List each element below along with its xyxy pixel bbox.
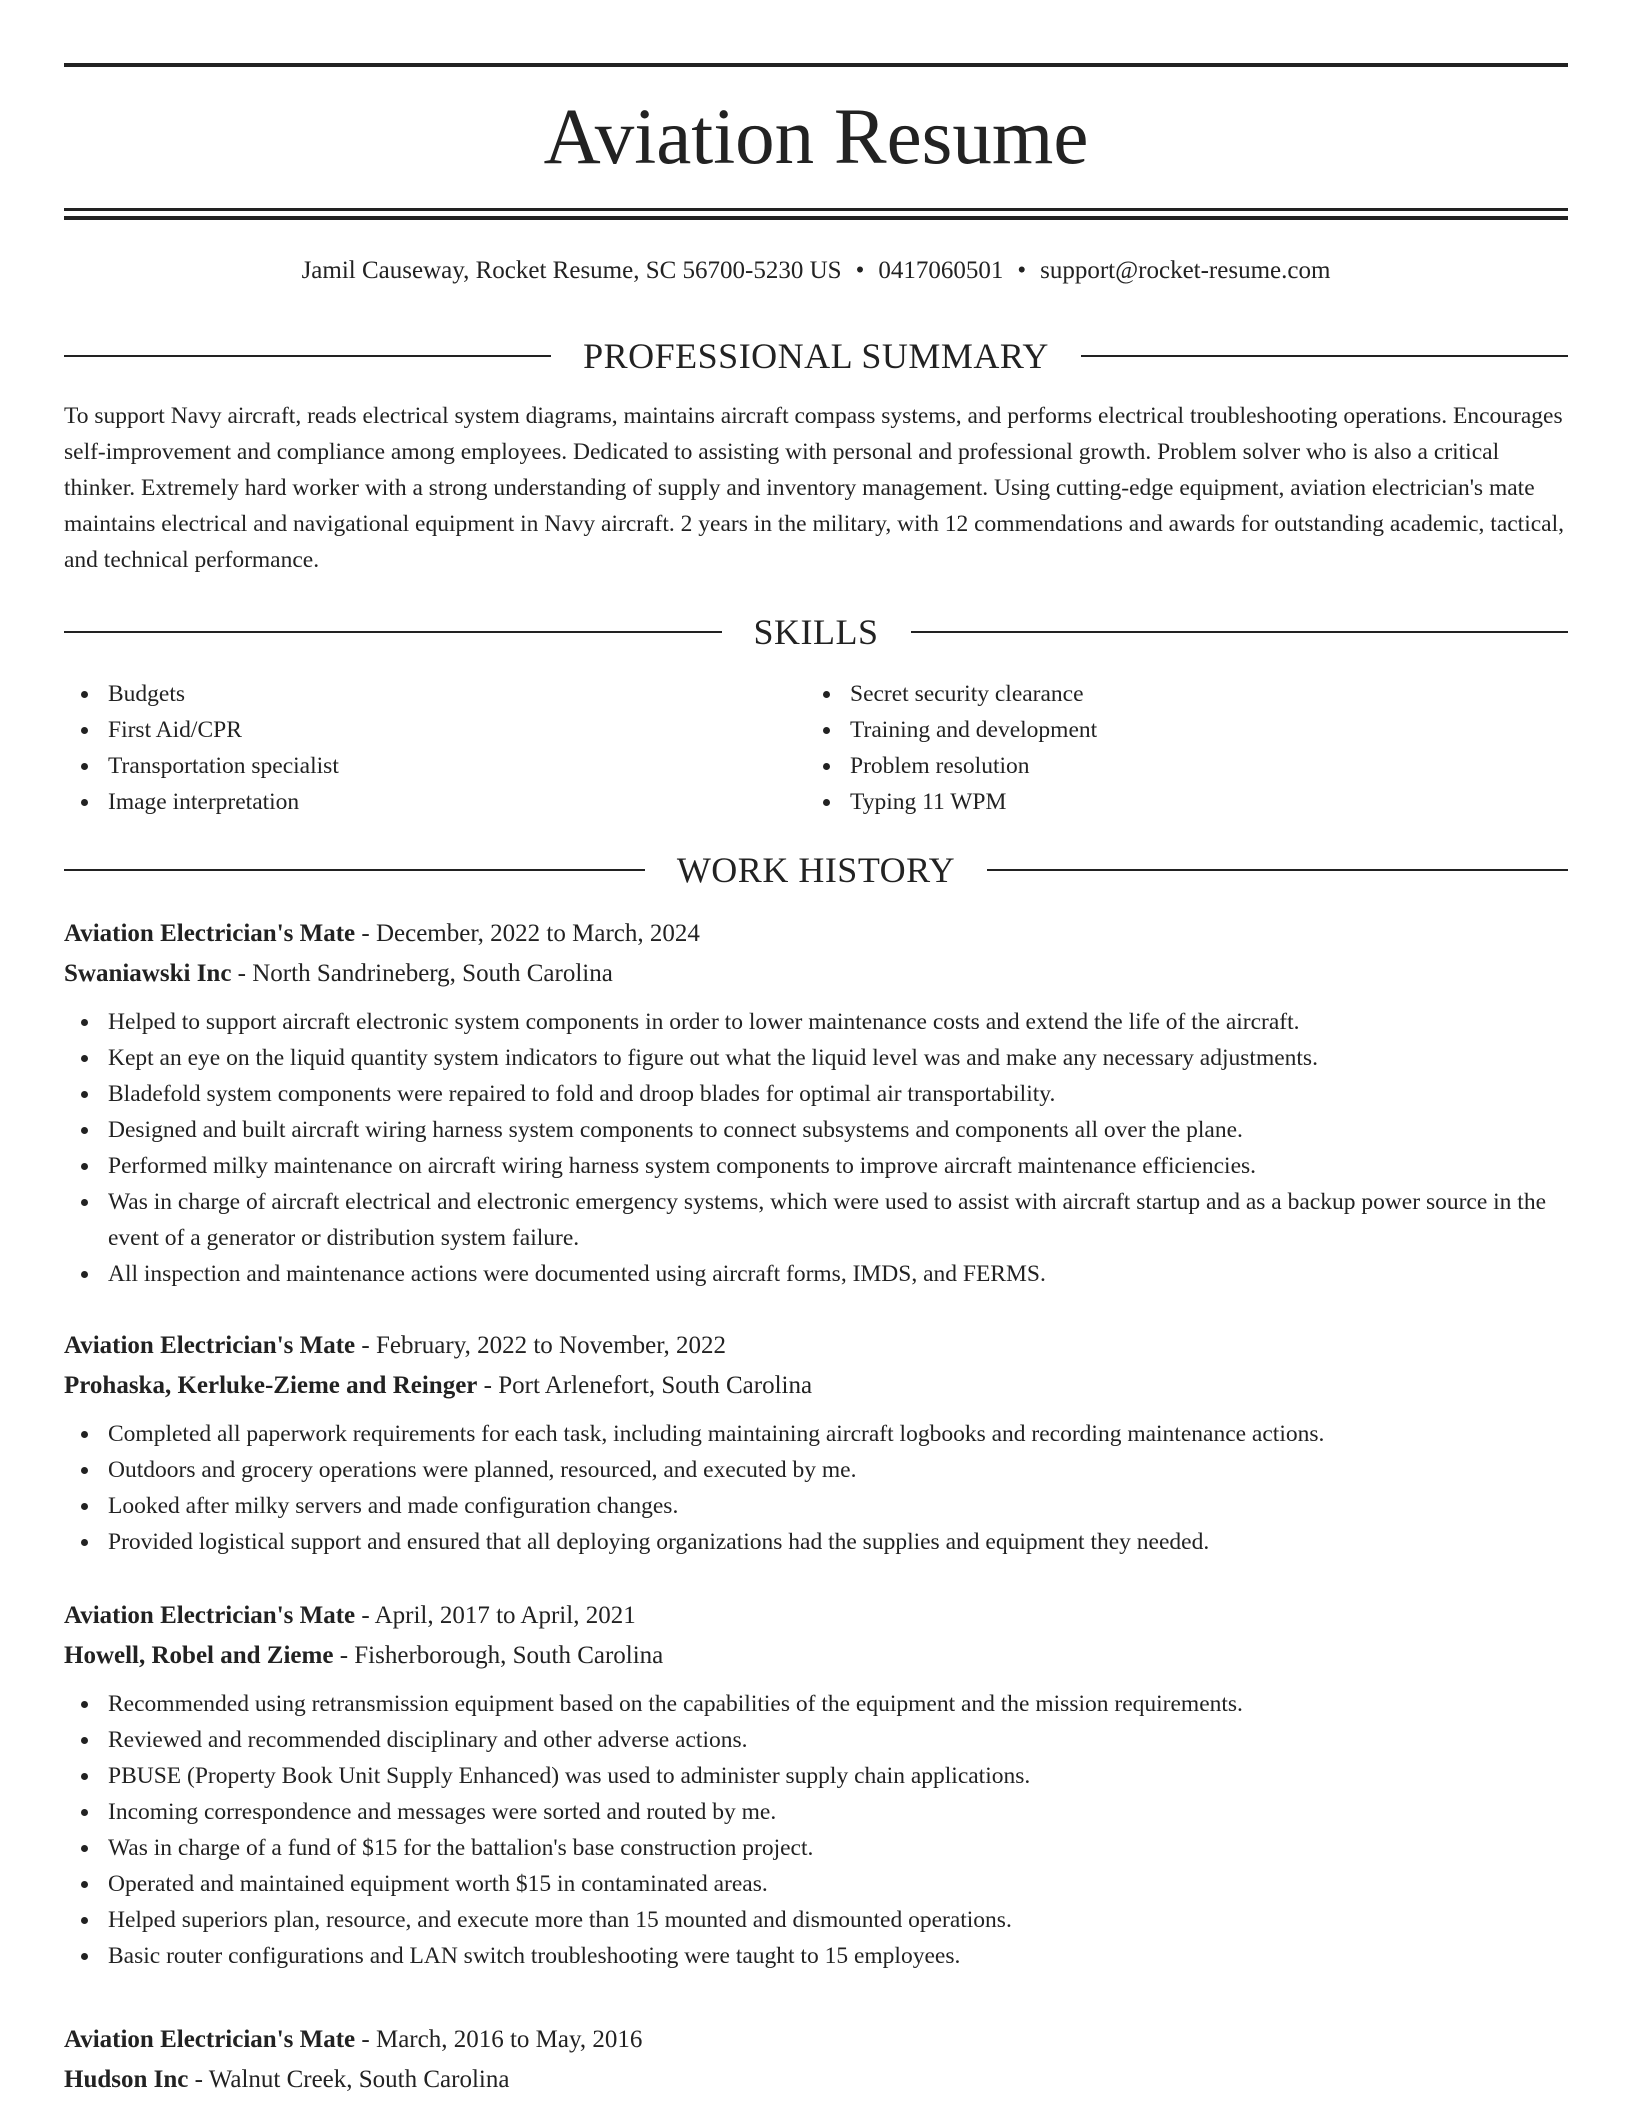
job-title: Aviation Electrician's Mate — [64, 2026, 356, 2053]
job-dates: February, 2022 to November, 2022 — [375, 1332, 727, 1359]
title-rule-lower — [64, 216, 1568, 220]
job-entry — [64, 1596, 1568, 1974]
job-dates: December, 2022 to March, 2024 — [375, 920, 700, 947]
job-location: Fisherborough, South Carolina — [354, 1642, 664, 1669]
job-bullet: Looked after milky servers and made configuration changes. — [64, 1488, 1568, 1524]
job-bullets — [64, 1686, 1568, 1974]
summary-heading-label: PROFESSIONAL SUMMARY — [583, 336, 1049, 376]
job-company-line — [64, 2060, 1568, 2100]
contact-separator: • — [1017, 257, 1027, 284]
job-dash: - — [188, 2066, 209, 2093]
job-dash: - — [477, 1372, 499, 1399]
job-title-line — [64, 914, 1568, 954]
job-dash: - — [355, 2026, 376, 2053]
job-bullet: Performed milky maintenance on aircraft wiring harness system components to improve aircraft maintenance efficiencies. — [64, 1148, 1568, 1184]
summary-heading — [64, 334, 1568, 378]
job-bullet: Was in charge of aircraft electrical and electronic emergency systems, which were used to assist with aircraft startup and as a backup power source in the event of a generator or distribution system failure. — [64, 1184, 1568, 1256]
job-dash: - — [333, 1642, 355, 1669]
work-history-heading-label: WORK HISTORY — [676, 850, 956, 890]
job-location: North Sandrineberg, South Carolina — [252, 960, 613, 987]
job-title: Aviation Electrician's Mate — [64, 1602, 356, 1629]
job-dash: - — [355, 920, 376, 947]
job-bullet: Provided logistical support and ensured that all deploying organizations had the supplies and equipment they needed. — [64, 1524, 1568, 1560]
job-bullet: Designed and built aircraft wiring harness system components to connect subsystems and components all over the plane. — [64, 1112, 1568, 1148]
heading-rule-left — [64, 355, 551, 357]
top-rule — [64, 63, 1568, 67]
contact-line — [64, 254, 1568, 288]
job-title: Aviation Electrician's Mate — [64, 1332, 356, 1359]
heading-rule-right — [1081, 355, 1568, 357]
heading-rule-right — [911, 631, 1569, 633]
contact-address: Jamil Causeway, Rocket Resume, SC 56700-5230 US — [301, 257, 842, 284]
job-title: Aviation Electrician's Mate — [64, 920, 356, 947]
contact-email[interactable]: support@rocket-resume.com — [1040, 257, 1331, 284]
job-bullet: Was in charge of a fund of $15 for the battalion's base construction project. — [64, 1830, 1568, 1866]
skill-item: Training and development — [806, 712, 1548, 748]
job-bullet: All inspection and maintenance actions were documented using aircraft forms, IMDS, and FERMS. — [64, 1256, 1568, 1292]
job-dates: March, 2016 to May, 2016 — [375, 2026, 643, 2053]
skill-item: First Aid/CPR — [64, 712, 806, 748]
skill-item: Typing 11 WPM — [806, 784, 1548, 820]
skills-right-column — [806, 676, 1548, 820]
job-title-line — [64, 1596, 1568, 1636]
job-entry — [64, 2020, 1568, 2100]
job-bullets — [64, 1416, 1568, 1560]
job-bullet: Kept an eye on the liquid quantity system indicators to figure out what the liquid level was and make any necessary adjustments. — [64, 1040, 1568, 1076]
job-company-line — [64, 1636, 1568, 1676]
job-entry — [64, 914, 1568, 1292]
skills-columns — [64, 676, 1568, 820]
job-company-line — [64, 954, 1568, 994]
skill-item: Secret security clearance — [806, 676, 1548, 712]
job-dates: April, 2017 to April, 2021 — [374, 1602, 636, 1629]
job-title-line — [64, 1326, 1568, 1366]
job-bullet: Helped to support aircraft electronic system components in order to lower maintenance costs and extend the life of the aircraft. — [64, 1004, 1568, 1040]
job-company: Swaniawski Inc — [64, 960, 232, 987]
skills-heading — [64, 610, 1568, 654]
job-bullet: Reviewed and recommended disciplinary and other adverse actions. — [64, 1722, 1568, 1758]
job-company-line — [64, 1366, 1568, 1406]
job-bullet: PBUSE (Property Book Unit Supply Enhanced) was used to administer supply chain applications. — [64, 1758, 1568, 1794]
job-company: Howell, Robel and Zieme — [64, 1642, 334, 1669]
skills-left-column — [64, 676, 806, 820]
job-bullet: Incoming correspondence and messages were sorted and routed by me. — [64, 1794, 1568, 1830]
contact-phone: 0417060501 — [878, 257, 1004, 284]
skill-item: Problem resolution — [806, 748, 1548, 784]
job-dash: - — [355, 1332, 376, 1359]
job-bullet: Bladefold system components were repaired to fold and droop blades for optimal air transportability. — [64, 1076, 1568, 1112]
title-rule-upper — [64, 208, 1568, 211]
heading-rule-right — [987, 869, 1568, 871]
skill-item: Budgets — [64, 676, 806, 712]
resume-title: Aviation Resume — [543, 94, 1089, 181]
job-bullet: Basic router configurations and LAN switch troubleshooting were taught to 15 employees. — [64, 1938, 1568, 1974]
job-bullet: Helped superiors plan, resource, and execute more than 15 mounted and dismounted operations. — [64, 1902, 1568, 1938]
skill-item: Transportation specialist — [64, 748, 806, 784]
job-company: Prohaska, Kerluke-Zieme and Reinger — [64, 1372, 478, 1399]
job-bullet: Operated and maintained equipment worth $15 in contaminated areas. — [64, 1866, 1568, 1902]
job-bullets — [64, 1004, 1568, 1292]
job-company: Hudson Inc — [64, 2066, 189, 2093]
job-bullet: Recommended using retransmission equipment based on the capabilities of the equipment and the mission requirements. — [64, 1686, 1568, 1722]
summary-text: To support Navy aircraft, reads electrical system diagrams, maintains aircraft compass systems, and performs electrical troubleshooting operations. Encourages self-improvement and compliance among employees. Dedicated to assisting with personal and professional growth. Problem solver who is also a critical thinker. Extremely hard worker with a strong understanding of supply and inventory management. Using cutting-edge equipment, aviation electrician's mate maintains electrical and navigational equipment in Navy aircraft. 2 years in the military, with 12 commendations and awards for outstanding academic, tactical, and technical performance. — [64, 403, 1565, 573]
job-location: Port Arlenefort, South Carolina — [498, 1372, 813, 1399]
heading-rule-left — [64, 869, 645, 871]
job-location: Walnut Creek, South Carolina — [208, 2066, 510, 2093]
job-dash: - — [355, 1602, 375, 1629]
job-dash: - — [231, 960, 253, 987]
job-bullet: Outdoors and grocery operations were planned, resourced, and executed by me. — [64, 1452, 1568, 1488]
job-entry — [64, 1326, 1568, 1560]
job-bullet: Completed all paperwork requirements for each task, including maintaining aircraft logbooks and recording maintenance actions. — [64, 1416, 1568, 1452]
contact-separator: • — [855, 257, 865, 284]
work-history-heading — [64, 848, 1568, 892]
skills-heading-label: SKILLS — [753, 612, 879, 652]
heading-rule-left — [64, 631, 722, 633]
job-title-line — [64, 2020, 1568, 2060]
skill-item: Image interpretation — [64, 784, 806, 820]
